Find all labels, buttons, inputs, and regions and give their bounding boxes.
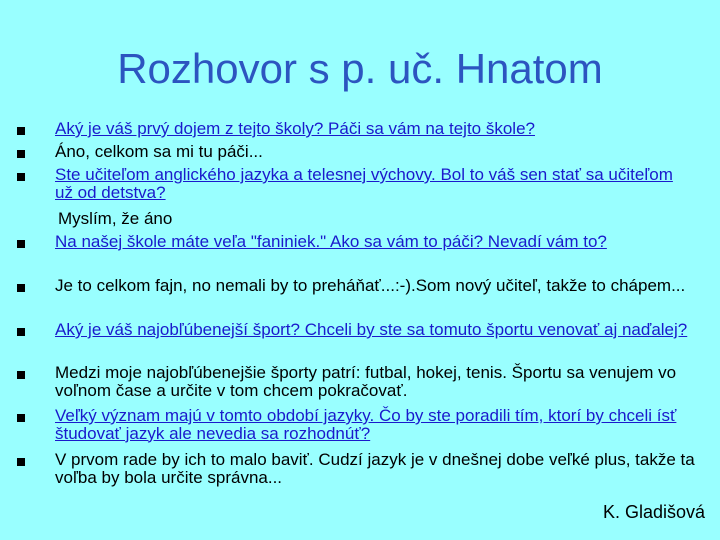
bullet-square-icon <box>17 371 25 379</box>
interview-question: Aký je váš najobľúbenejší šport? Chceli by ste sa tomuto športu venovať aj naďalej? <box>55 320 688 339</box>
bullet-square-icon <box>17 284 25 292</box>
interview-question: Aký je váš prvý dojem z tejto školy? Páči sa vám na tejto škole? <box>55 119 535 138</box>
bullet-square-icon <box>17 414 25 422</box>
interview-question: Ste učiteľom anglického jazyka a telesnej výchovy. Bol to váš sen stať sa učiteľom už od detstva? <box>55 165 673 202</box>
interview-question: Veľký význam majú v tomto období jazyky. Čo by ste poradili tím, ktorí by chceli ísť študovať jazyk ale nevedia sa rozhodnúť? <box>55 406 677 443</box>
author-signature: K. Gladišová <box>602 502 705 522</box>
interview-question: Na našej škole máte veľa "faniniek." Ako sa vám to páči? Nevadí vám to? <box>55 232 607 251</box>
interview-answer: Medzi moje najobľúbenejšie športy patrí: futbal, hokej, tenis. Športu sa venujem vo voľnom čase a určite v tom chcem pokračovať. <box>55 363 677 400</box>
interview-answer: Je to celkom fajn, no nemali by to preháňať...:-).Som nový učiteľ, takže to chápem... <box>55 276 686 295</box>
bullet-square-icon <box>17 458 25 466</box>
interview-answer: Myslím, že áno <box>58 209 173 228</box>
bullet-square-icon <box>17 127 25 135</box>
bullet-square-icon <box>17 150 25 158</box>
slide-title: Rozhovor s p. uč. Hnatom <box>117 45 603 92</box>
bullet-square-icon <box>17 240 25 248</box>
bullet-square-icon <box>17 328 25 336</box>
bullet-square-icon <box>17 173 25 181</box>
interview-answer: V prvom rade by ich to malo baviť. Cudzí jazyk je v dnešnej dobe veľké plus, takže ta voľba by bola určite správna... <box>55 450 695 487</box>
interview-answer: Áno, celkom sa mi tu páči... <box>55 142 263 161</box>
